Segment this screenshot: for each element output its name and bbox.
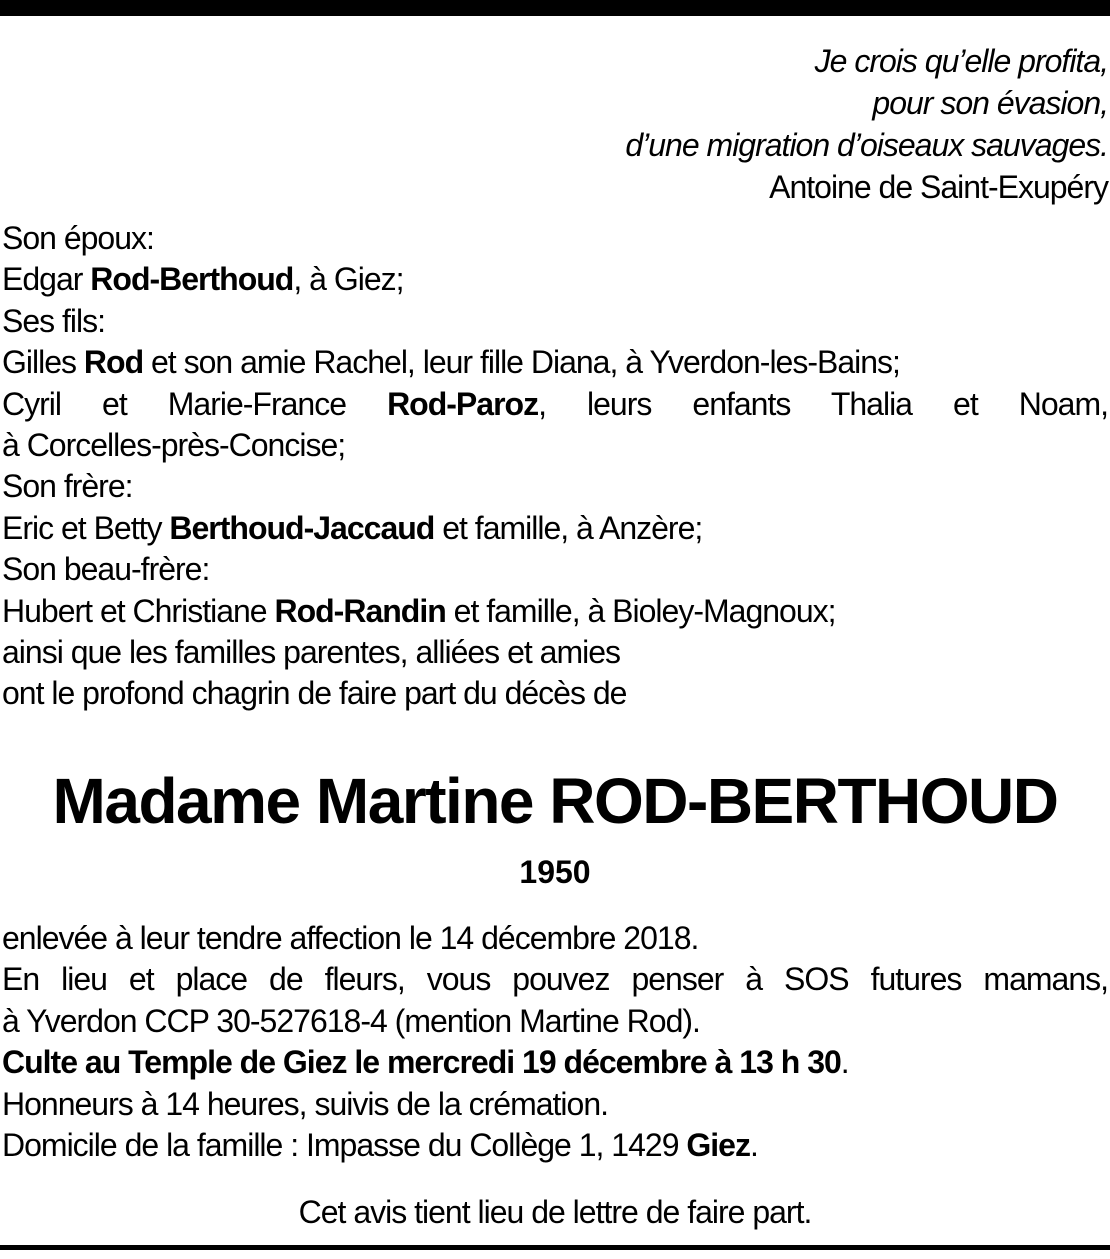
brother-heading: Son frère: <box>2 468 133 505</box>
service-details <box>2 918 1108 1166</box>
brother-in-law-first-names: Hubert et Christiane <box>2 592 275 629</box>
birth-year: 1950 <box>519 854 591 890</box>
spouse-entry <box>2 259 1108 300</box>
bottom-rule <box>0 1245 1110 1250</box>
ceremony-details: Culte au Temple de Giez le mercredi 19 décembre à 13 h 30 <box>2 1044 841 1081</box>
spouse-surname: Rod-Berthoud <box>90 261 294 298</box>
donation-account-line: à Yverdon CCP 30-527618-4 (mention Martine Rod). <box>2 1002 700 1039</box>
family-address: Domicile de la famille : Impasse du Collège 1, 1429 <box>2 1127 687 1164</box>
brother-surname: Berthoud-Jaccaud <box>169 509 435 546</box>
son-1-details: et son amie Rachel, leur fille Diana, à Yverdon-les-Bains; <box>143 344 900 381</box>
ceremony-line <box>2 1042 1108 1083</box>
son-2-first-names: Cyril et Marie-France <box>2 385 388 422</box>
brother-details: et famille, à Anzère; <box>434 509 703 546</box>
quote-line-1: Je crois qu’elle profita, <box>814 43 1108 79</box>
son-1-surname: Rod <box>83 344 144 381</box>
deceased-name: Madame Martine ROD-BERTHOUD <box>52 765 1058 837</box>
top-rule <box>0 0 1110 16</box>
quote-author: Antoine de Saint-Exupéry <box>769 169 1108 205</box>
ceremony-period: . <box>840 1044 849 1081</box>
brother-first-names: Eric et Betty <box>2 509 170 546</box>
son-1-first-name: Gilles <box>2 344 84 381</box>
family-address-town: Giez <box>686 1127 750 1164</box>
honours-line: Honneurs à 14 heures, suivis de la crémation. <box>2 1085 609 1122</box>
family-announcement <box>2 218 1108 715</box>
sons-heading: Ses fils: <box>2 302 106 339</box>
son-entry-1 <box>2 342 1108 383</box>
son-2-surname: Rod-Paroz <box>387 385 539 422</box>
announcement-line: ont le profond chagrin de faire part du décès de <box>2 675 627 712</box>
son-entry-2 <box>2 384 1108 425</box>
spouse-location: , à Giez; <box>293 261 404 298</box>
death-date-line: enlevée à leur tendre affection le 14 décembre 2018. <box>2 920 699 956</box>
brother-in-law-details: et famille, à Bioley-Magnoux; <box>445 592 836 629</box>
spouse-first-name: Edgar <box>2 261 91 298</box>
donation-line: En lieu et place de fleurs, vous pouvez penser à SOS futures mamans, <box>2 961 1108 998</box>
quote-line-3: d’une migration d’oiseaux sauvages. <box>625 127 1108 163</box>
son-2-details: , leurs enfants Thalia et Noam, <box>538 385 1109 422</box>
brother-entry <box>2 508 1108 549</box>
brother-in-law-surname: Rod-Randin <box>274 592 446 629</box>
family-address-period: . <box>749 1127 758 1164</box>
quote-line-2: pour son évasion, <box>872 85 1108 121</box>
brother-in-law-entry <box>2 591 1108 632</box>
spouse-heading: Son époux: <box>2 220 154 256</box>
relatives-line: ainsi que les familles parentes, alliées et amies <box>2 634 620 671</box>
son-entry-2-location: à Corcelles-près-Concise; <box>2 427 346 464</box>
brother-in-law-heading: Son beau-frère: <box>2 551 210 588</box>
closing-note: Cet avis tient lieu de lettre de faire part. <box>298 1194 812 1230</box>
epigraph-quote <box>408 40 1108 208</box>
family-address-line <box>2 1125 1108 1166</box>
